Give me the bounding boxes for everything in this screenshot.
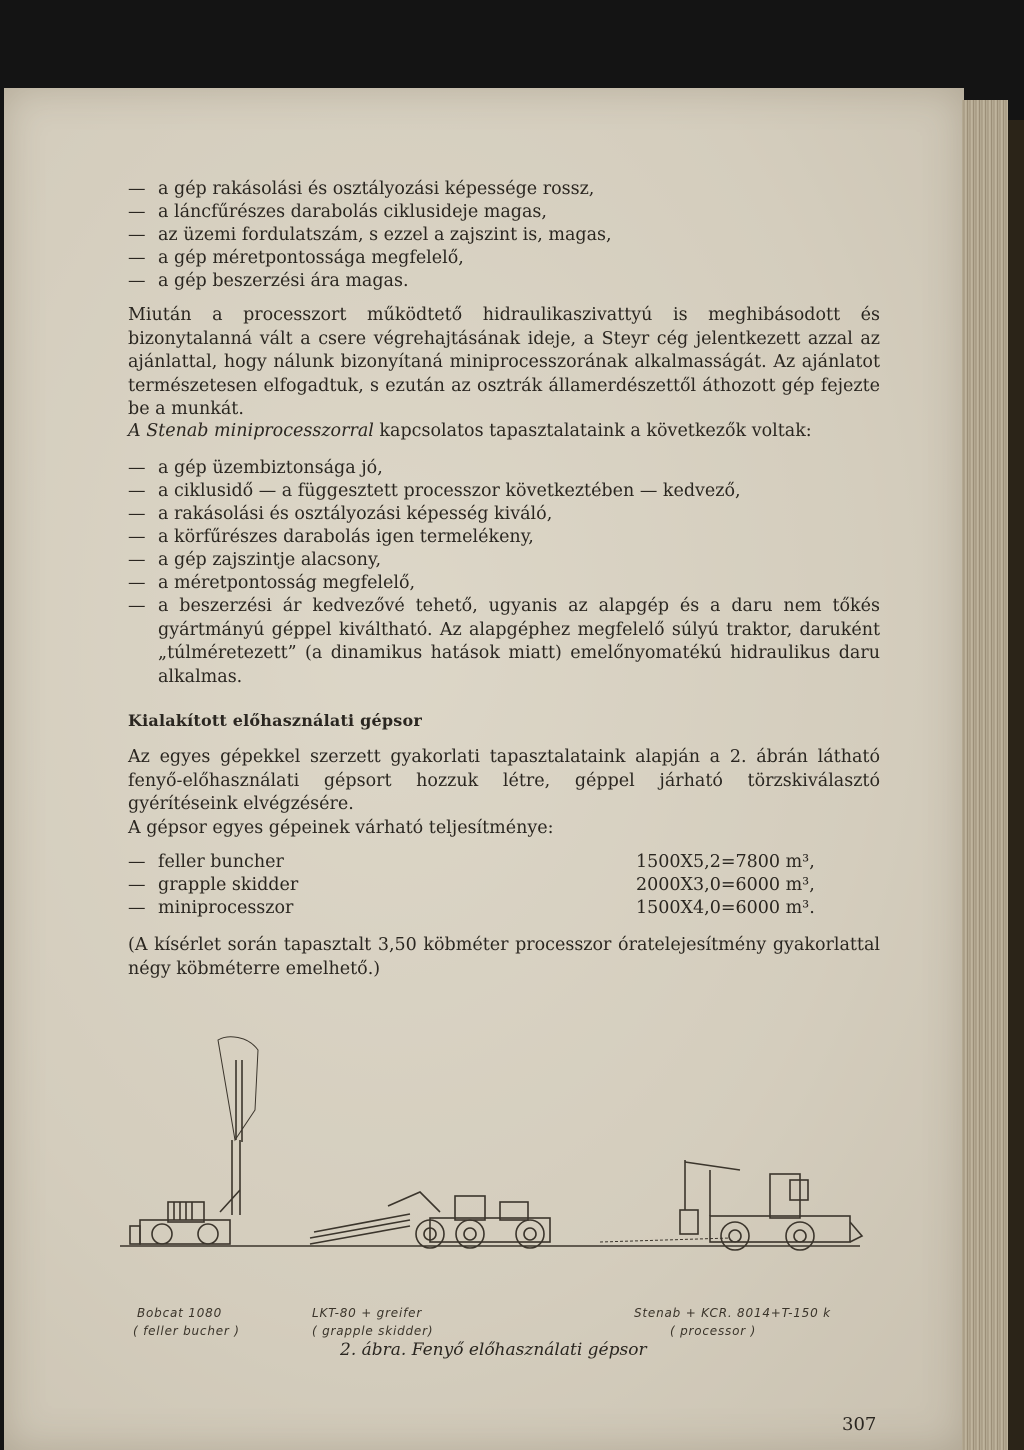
grapple-skidder-drawing (310, 1192, 550, 1248)
dash: — (128, 504, 146, 524)
dash: — (128, 875, 146, 895)
book-spine (1008, 120, 1024, 1450)
figure-label: ( grapple skidder) (312, 1324, 434, 1338)
dash: — (128, 458, 146, 478)
dash: — (128, 898, 146, 918)
italic-phrase: A Stenab miniprocesszorral (128, 421, 374, 441)
dash: — (128, 179, 146, 199)
machine-line-figure (110, 1030, 870, 1290)
figure-label: LKT-80 + greifer (312, 1306, 423, 1320)
tree-drawing (218, 1037, 258, 1215)
paragraph: A gépsor egyes gépeinek várható teljesítménye: (128, 818, 554, 838)
paragraph: Az egyes gépekkel szerzett gyakorlati tapasztalataink alapján a 2. ábrán látható fenyő-előhasználati gépsort hozzuk létre, géppel járható törzskiválasztó gyérítéseink elvégzésére. (128, 747, 880, 814)
dash: — (128, 271, 146, 291)
dash: — (128, 248, 146, 268)
dash: — (128, 527, 146, 547)
dash: — (128, 481, 146, 501)
section-heading: Kialakított előhasználati gépsor (128, 711, 422, 730)
figure-label: Bobcat 1080 (137, 1306, 223, 1320)
dash: — (128, 573, 146, 593)
dash: — (128, 202, 146, 222)
figure-label: ( feller bucher ) (133, 1324, 240, 1338)
figure-caption: 2. ábra. Fenyő előhasználati gépsor (340, 1340, 647, 1360)
figure-label: Stenab + KCR. 8014+T-150 k (634, 1306, 831, 1320)
paragraph: (A kísérlet során tapasztalt 3,50 köbméter processzor óratelejesítmény gyakorlattal négy köbméterre emelhető.) (128, 935, 880, 979)
processor-drawing (600, 1160, 862, 1250)
dash: — (128, 225, 146, 245)
paragraph: Miután a processzort működtető hidraulikaszivattyú is meghibásodott és bizonytalanná vált a csere végrehajtásának ideje, a Steyr cég jelentkezett azzal az ajánlattal, hogy nálunk bizonyítaná miniprocesszorának alkalmasságát. Az ajánlatot természetesen elfogadtuk, s ezután az osztrák államerdészettől áthozott gép fejezte be a munkát. (128, 305, 880, 419)
paragraph: A Stenab miniprocesszorral kapcsolatos tapasztalataink a következők voltak: (128, 421, 812, 441)
dash: — (128, 596, 146, 616)
feller-buncher-drawing (130, 1190, 240, 1244)
performance-row: — miniprocesszor 1500X4,0=6000 m³. (128, 898, 815, 918)
performance-row: — feller buncher 1500X5,2=7800 m³, (128, 852, 815, 872)
page-number: 307 (842, 1414, 877, 1435)
dash: — (128, 550, 146, 570)
figure-label: ( processor ) (670, 1324, 757, 1338)
dash: — (128, 852, 146, 872)
page-edges (962, 100, 1008, 1450)
performance-row: — grapple skidder 2000X3,0=6000 m³, (128, 875, 815, 895)
